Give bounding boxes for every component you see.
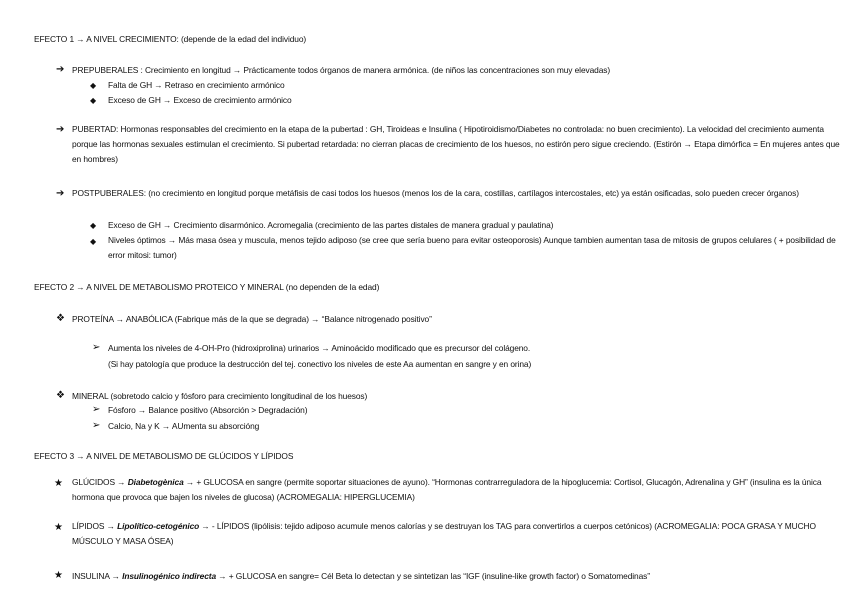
insulina-text: INSULINA → Insulinogénico indirecta → + GLUCOSA en sangre= Cél Beta lo detectan y se sintetizan las “IGF (insuline-like growth factor) o Somatomedinas” [72, 571, 650, 581]
mineral-sub-1: Fósforo → Balance positivo (Absorción > Degradación) [108, 405, 308, 415]
arrowhead-bullet-icon: ➢ [92, 404, 101, 415]
section-title-efecto-2: EFECTO 2 → A NIVEL DE METABOLISMO PROTEICO Y MINERAL (no dependen de la edad) [34, 282, 380, 292]
prepuberales-sub-2: Exceso de GH → Exceso de crecimiento armónico [108, 95, 292, 105]
mineral-sub-2: Calcio, Na y K → AUmenta su absorcióng [108, 421, 260, 431]
proteina-sub-1: Aumenta los niveles de 4-OH-Pro (hidroxiprolina) urinarios → Aminoácido modificado que es precursor del colágeno. [108, 343, 531, 353]
section-title-efecto-1: EFECTO 1 → A NIVEL CRECIMIENTO: (depende de la edad del individuo) [34, 34, 307, 44]
arrowhead-bullet-icon: ➢ [92, 420, 101, 431]
arrowhead-bullet-icon: ➢ [92, 342, 101, 353]
postpuberales-text: POSTPUBERALES: (no crecimiento en longitud porque metáfisis de casi todos los huesos (menos los de la cara, costillas, cartílagos intercostales, etc) ya están osificadas, solo pueden crecer órganos) [72, 188, 799, 198]
star-bullet-icon: ★ [54, 570, 63, 581]
mineral-text: MINERAL (sobretodo calcio y fósforo para crecimiento longitudinal de los huesos) [72, 391, 368, 401]
diamond-bullet-icon: ◆ [90, 221, 97, 230]
section-title-efecto-3: EFECTO 3 → A NIVEL DE METABOLISMO DE GLÚCIDOS Y LÍPIDOS [34, 451, 294, 461]
proteina-text: PROTEÍNA → ANABÓLICA (Fabrique más de la que se degrada) → “Balance nitrogenado positivo” [72, 314, 432, 324]
glucidos-text: GLÚCIDOS → Diabetogènica → + GLUCOSA en sangre (permite soportar situaciones de ayuno). “Hormonas contrarreguladora de la hipoglucemia: Cortisol, Glucagón, Adrenalina y GH” (insulina es la única hormona que provoca que bajen los niveles de glucosa) (ACROMEGALIA: HIPERGLUCEMIA) [72, 477, 822, 502]
diamond-bullet-icon: ◆ [90, 81, 97, 90]
arrow-bullet-icon: ➔ [56, 188, 65, 199]
arrow-bullet-icon: ➔ [56, 124, 65, 135]
postpuberales-sub-1: Exceso de GH → Crecimiento disarmónico. Acromegalia (crecimiento de las partes distales de manera gradual y paulatina) [108, 220, 554, 230]
diamond-star-bullet-icon: ❖ [56, 313, 65, 324]
arrow-bullet-icon: ➔ [56, 64, 65, 75]
proteina-sub-1-note: (Si hay patología que produce la destrucción del tej. conectivo los niveles de este Aa aumentan en sangre y en orina) [108, 359, 532, 369]
diamond-bullet-icon: ◆ [90, 96, 97, 105]
star-bullet-icon: ★ [54, 478, 63, 489]
lipidos-text: LÍPIDOS → Lipolítico-cetogénico → - LÍPIDOS (lipólisis: tejido adiposo acumule menos calorías y se destruyan los TAG para convertirlos a cuerpos cetónicos) (ACROMEGALIA: POCA GRASA Y MUCHO MÚSCULO Y MASA ÓSEA) [72, 521, 816, 546]
prepuberales-sub-1: Falta de GH → Retraso en crecimiento armónico [108, 80, 285, 90]
star-bullet-icon: ★ [54, 522, 63, 533]
diamond-bullet-icon: ◆ [90, 237, 97, 246]
postpuberales-sub-2: Niveles óptimos → Más masa ósea y muscula, menos tejido adiposo (se cree que sería bueno para evitar osteoporosis) Aunque tambien aumentan tasa de mitosis de grupos celulares ( + posibilidad de error mitosi: tumor) [108, 235, 836, 260]
diamond-star-bullet-icon: ❖ [56, 390, 65, 401]
prepuberales-text: PREPUBERALES : Crecimiento en longitud → Prácticamente todos órganos de manera armónica. (de niños las concentraciones son muy elevadas) [72, 65, 611, 75]
pubertad-text: PUBERTAD: Hormonas responsables del crecimiento en la etapa de la pubertad : GH, Tiroideas e Insulina ( Hipotiroidismo/Diabetes no controlada: no buen crecimiento). La velocidad del crecimiento aumenta porque las hormonas sexuales estimulan el crecimiento. Si pubertad retardada: no cierran placas de crecimiento de los huesos, no estirón pero sigue creciendo. (Estirón → Etapa dimórfica = En mujeres antes que en hombres) [72, 124, 840, 164]
